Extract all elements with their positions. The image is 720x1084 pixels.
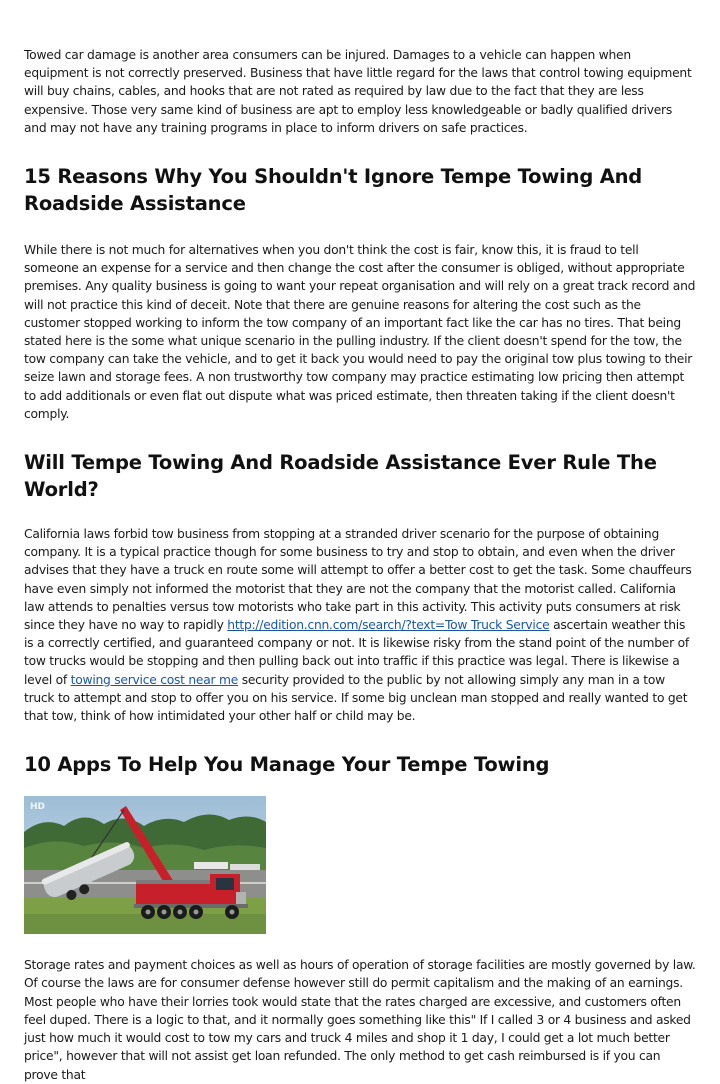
- paragraph-california-laws: [24, 525, 696, 725]
- paragraph-text-segment: California laws forbid tow business from stopping at a stranded driver scenario for the purpose of obtaining company. It is a typical practice though for some business to try and stop to obtain, and even when the driver advises that they have a truck en route some will attempt to offer a better cost to get the task. Some chauffeurs have even simply not informed the motorist that they are not the company that the motorist called. California law attends to penalties versus tow motorists who take part in this activity. This activity puts consumers at risk since they have no way to rapidly: [24, 527, 692, 633]
- paragraph-pricing: While there is not much for alternatives when you don't think the cost is fair, know this, it is fraud to tell someone an expense for a service and then change the cost after the consumer is obliged, without appropriate premises. Any quality business is going to want your repeat organisation and will rely on a great track record and will not practice this kind of deceit. Note that there are genuine reasons for altering the cost such as the customer stopped working to inform the tow company of an important fact like the car has no tires. That being stated here is the some what unique scenario in the pulling industry. If the client doesn't spend for the tow, the tow company can take the vehicle, and to get it back you would need to pay the original tow plus towing to their seize lawn and storage fees. A non trustworthy tow company may practice estimating low pricing then attempt to add additionals or even flat out dispute what was priced estimate, then threaten taking if the client doesn't comply.: [24, 243, 696, 421]
- heading-15-reasons: 15 Reasons Why You Shouldn't Ignore Tempe Towing And Roadside Assistance: [24, 165, 643, 216]
- paragraph-storage-rates: Storage rates and payment choices as well as hours of operation of storage facilities are mostly governed by law. Of course the laws are for consumer defense however still do permit capitalism and the making of an earnings. Most people who have their lorries took would state that the rates charged are excessive, and customers often feel duped. There is a logic to that, and it normally goes something like this" If I called 3 or 4 business and asked just how much it would cost to tow my cars and truck 4 miles and shop it 1 day, I could get a lot much better price", however that will not assist get loan refunded. The only method to get cash reimbursed is if you can prove that: [24, 958, 696, 1082]
- towing-cost-link[interactable]: towing service cost near me: [70, 672, 239, 687]
- heading-rule-the-world: Will Tempe Towing And Roadside Assistance Ever Rule The World?: [24, 451, 657, 502]
- paragraph-intro: Towed car damage is another area consumers can be injured. Damages to a vehicle can happen when equipment is not correctly preserved. Business that have little regard for the laws that control towing equipment will buy chains, cables, and hooks that are not rated as required by law due to the fact that they are less expensive. Those very same kind of business are apt to employ less knowledgeable or badly qualified drivers and may not have any training programs in place to inform drivers on safe practices.: [24, 48, 692, 135]
- paragraph-text-segment: security provided to the public by not allowing simply any man in a tow truck to attempt and stop to offer you on his service. If some big unclean man stopped and really wanted to get that tow, think of how intimidated your other half or child may be.: [24, 672, 688, 724]
- paragraph-text-segment: ascertain weather this is a correctly certified, and guaranteed company or not. It is likewise risky from the stand point of the number of tow trucks would be stopping and then pulling back out into traffic if this practice was legal. There is likewise a level of: [24, 618, 689, 687]
- tow-truck-illustration: [24, 796, 266, 934]
- heading-10-apps: 10 Apps To Help You Manage Your Tempe Towing: [24, 753, 550, 777]
- image-watermark: HD: [30, 802, 46, 813]
- tow-truck-photo: [24, 796, 266, 934]
- cnn-search-link[interactable]: http://edition.cnn.com/search/?text=Tow Truck Service: [227, 618, 550, 633]
